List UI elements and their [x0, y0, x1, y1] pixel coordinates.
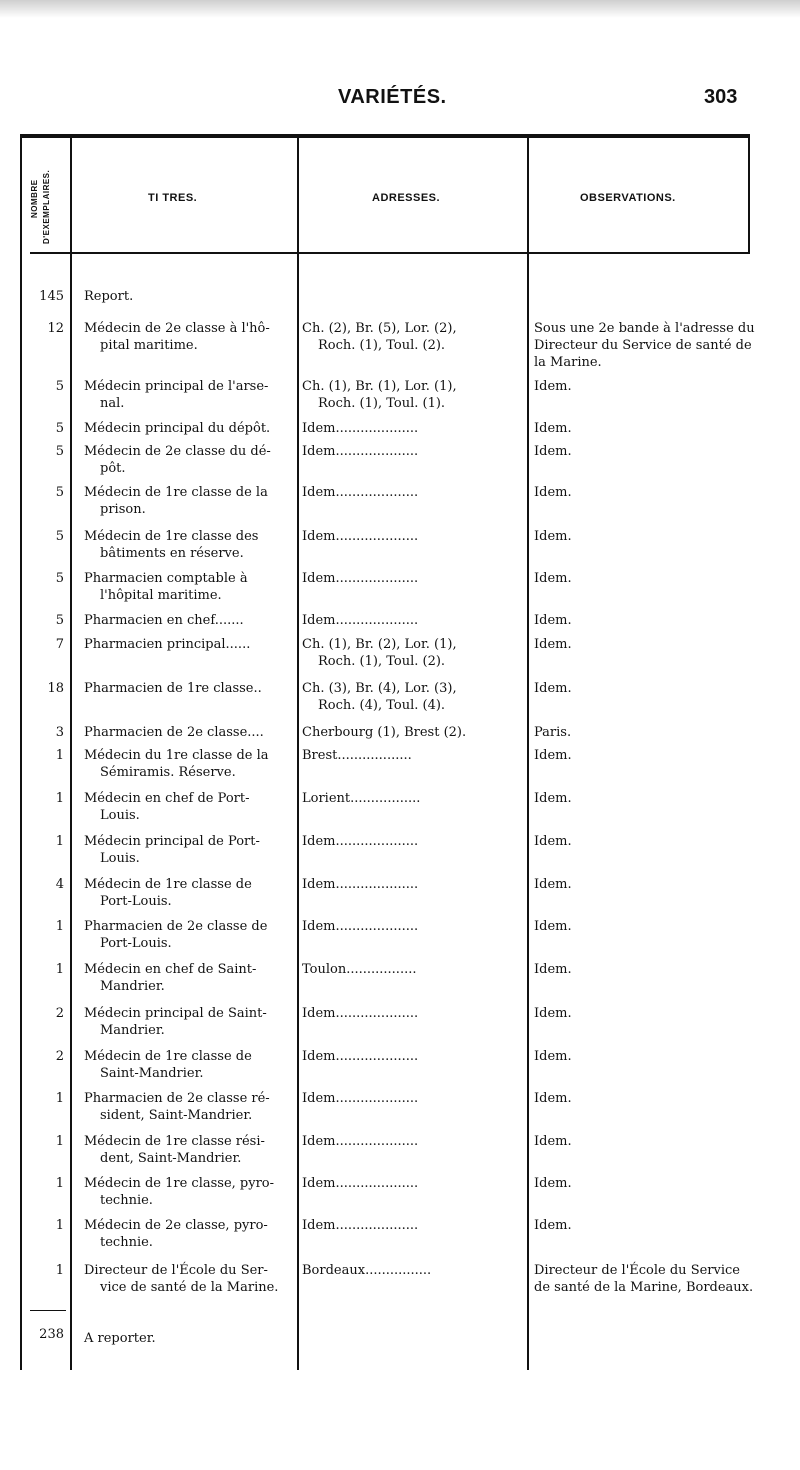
address-cell: Toulon.................: [302, 962, 417, 977]
title-cell: Pharmacien de 2e classe ré- sident, Saint-Mandrier.: [84, 1091, 270, 1123]
address-cell: Cherbourg (1), Brest (2).: [302, 725, 467, 740]
copies-count: 1: [55, 1091, 64, 1106]
title-cell: Médecin de 1re classe de Saint-Mandrier.: [84, 1049, 252, 1081]
address-cell: Ch. (3), Br. (4), Lor. (3), Roch. (4), Toul. (4).: [302, 681, 457, 713]
observation-cell: Sous une 2e bande à l'adresse du Directeur du Service de santé de la Marine.: [534, 321, 755, 370]
title-cell: Médecin en chef de Saint- Mandrier.: [84, 962, 257, 994]
title-cell: Médecin de 1re classe, pyro- technie.: [84, 1176, 275, 1208]
observation-cell: Directeur de l'École du Service de santé de la Marine, Bordeaux.: [534, 1263, 754, 1295]
copies-count: 7: [55, 637, 64, 652]
title-cell: Médecin de 1re classe de la prison.: [84, 485, 268, 517]
address-cell: Bordeaux................: [302, 1263, 432, 1278]
column-header-nombre-line2: D'EXEMPLAIRES.: [42, 169, 51, 244]
report-number: 145: [39, 289, 64, 304]
observation-cell: Idem.: [534, 444, 572, 459]
title-cell: Directeur de l'École du Ser- vice de santé de la Marine.: [84, 1263, 279, 1295]
copies-count: 5: [55, 444, 64, 459]
copies-count: 5: [55, 421, 64, 436]
title-cell: Médecin en chef de Port- Louis.: [84, 791, 250, 823]
observation-cell: Idem.: [534, 529, 572, 544]
title-cell: Médecin de 1re classe de Port-Louis.: [84, 877, 252, 909]
title-cell: Pharmacien en chef.......: [84, 613, 244, 628]
column-header-nombre: [28, 156, 68, 246]
table-top-rule: [20, 134, 750, 138]
address-cell: Idem....................: [302, 834, 419, 849]
copies-count: 5: [55, 379, 64, 394]
address-cell: Idem....................: [302, 1049, 419, 1064]
copies-count: 5: [55, 485, 64, 500]
observation-cell: Idem.: [534, 791, 572, 806]
page-top-shadow: [0, 0, 800, 18]
running-header-title: VARIÉTÉS.: [338, 86, 447, 108]
copies-count: 18: [47, 681, 64, 696]
observation-cell: Idem.: [534, 962, 572, 977]
page-number: 303: [704, 86, 738, 108]
address-cell: Ch. (1), Br. (2), Lor. (1), Roch. (1), Toul. (2).: [302, 637, 457, 669]
address-cell: Lorient.................: [302, 791, 421, 806]
total-label: A reporter.: [84, 1331, 156, 1346]
title-cell: Médecin de 2e classe du dé- pôt.: [84, 444, 271, 476]
address-cell: Idem....................: [302, 1091, 419, 1106]
address-cell: Ch. (1), Br. (1), Lor. (1), Roch. (1), Toul. (1).: [302, 379, 457, 411]
address-cell: Idem....................: [302, 444, 419, 459]
observation-cell: Idem.: [534, 1006, 572, 1021]
copies-count: 2: [55, 1049, 64, 1064]
column-header-adresses: ADRESSES.: [372, 192, 441, 204]
address-cell: Idem....................: [302, 1006, 419, 1021]
address-cell: Idem....................: [302, 485, 419, 500]
observation-cell: Idem.: [534, 613, 572, 628]
header-bottom-rule: [30, 252, 748, 254]
observation-cell: Idem.: [534, 877, 572, 892]
title-cell: Pharmacien de 2e classe de Port-Louis.: [84, 919, 268, 951]
total-number: 238: [39, 1327, 64, 1342]
address-cell: Idem....................: [302, 919, 419, 934]
address-cell: Idem....................: [302, 613, 419, 628]
copies-count: 1: [55, 1134, 64, 1149]
copies-count: 5: [55, 571, 64, 586]
copies-count: 12: [47, 321, 64, 336]
address-cell: Idem....................: [302, 877, 419, 892]
copies-count: 2: [55, 1006, 64, 1021]
column-header-observations: OBSERVATIONS.: [580, 192, 676, 204]
address-cell: Idem....................: [302, 1176, 419, 1191]
copies-count: 1: [55, 834, 64, 849]
report-label: Report.: [84, 289, 134, 304]
observation-cell: Idem.: [534, 1091, 572, 1106]
title-cell: Médecin de 1re classe rési- dent, Saint-Mandrier.: [84, 1134, 265, 1166]
copies-count: 1: [55, 962, 64, 977]
address-cell: Idem....................: [302, 421, 419, 436]
address-cell: Idem....................: [302, 529, 419, 544]
address-cell: Idem....................: [302, 1134, 419, 1149]
observation-cell: Idem.: [534, 748, 572, 763]
observation-cell: Idem.: [534, 1218, 572, 1233]
title-cell: Médecin principal de Saint- Mandrier.: [84, 1006, 267, 1038]
title-cell: Médecin du 1re classe de la Sémiramis. Réserve.: [84, 748, 269, 780]
observation-cell: Idem.: [534, 637, 572, 652]
copies-count: 4: [55, 877, 64, 892]
observation-cell: Idem.: [534, 571, 572, 586]
observation-cell: Paris.: [534, 725, 572, 740]
title-cell: Pharmacien de 1re classe..: [84, 681, 262, 696]
address-cell: Brest..................: [302, 748, 412, 763]
title-cell: Médecin principal de Port- Louis.: [84, 834, 260, 866]
copies-count: 1: [55, 1176, 64, 1191]
copies-count: 1: [55, 919, 64, 934]
observation-cell: Idem.: [534, 919, 572, 934]
address-cell: Idem....................: [302, 1218, 419, 1233]
column-divider-1: [70, 138, 72, 1370]
observation-cell: Idem.: [534, 1049, 572, 1064]
title-cell: Médecin principal du dépôt.: [84, 421, 271, 436]
title-cell: Pharmacien principal......: [84, 637, 251, 652]
address-cell: Idem....................: [302, 571, 419, 586]
observation-cell: Idem.: [534, 1176, 572, 1191]
copies-count: 1: [55, 1263, 64, 1278]
title-cell: Médecin de 2e classe à l'hô- pital maritime.: [84, 321, 270, 353]
observation-cell: Idem.: [534, 379, 572, 394]
address-cell: Ch. (2), Br. (5), Lor. (2), Roch. (1), Toul. (2).: [302, 321, 457, 353]
title-cell: Médecin principal de l'arse- nal.: [84, 379, 269, 411]
observation-cell: Idem.: [534, 834, 572, 849]
copies-count: 5: [55, 529, 64, 544]
title-cell: Médecin de 1re classe des bâtiments en réserve.: [84, 529, 259, 561]
observation-cell: Idem.: [534, 421, 572, 436]
column-header-nombre-line1: NOMBRE: [30, 179, 39, 218]
copies-count: 1: [55, 791, 64, 806]
title-cell: Pharmacien comptable à l'hôpital maritime.: [84, 571, 248, 603]
copies-count: 5: [55, 613, 64, 628]
title-cell: Pharmacien de 2e classe....: [84, 725, 264, 740]
copies-count: 3: [55, 725, 64, 740]
observation-cell: Idem.: [534, 1134, 572, 1149]
sum-rule: [30, 1310, 66, 1311]
observation-cell: Idem.: [534, 485, 572, 500]
copies-count: 1: [55, 748, 64, 763]
column-header-titres: TI TRES.: [148, 192, 198, 204]
copies-count: 1: [55, 1218, 64, 1233]
table-right-border: [748, 138, 750, 254]
title-cell: Médecin de 2e classe, pyro- technie.: [84, 1218, 268, 1250]
observation-cell: Idem.: [534, 681, 572, 696]
